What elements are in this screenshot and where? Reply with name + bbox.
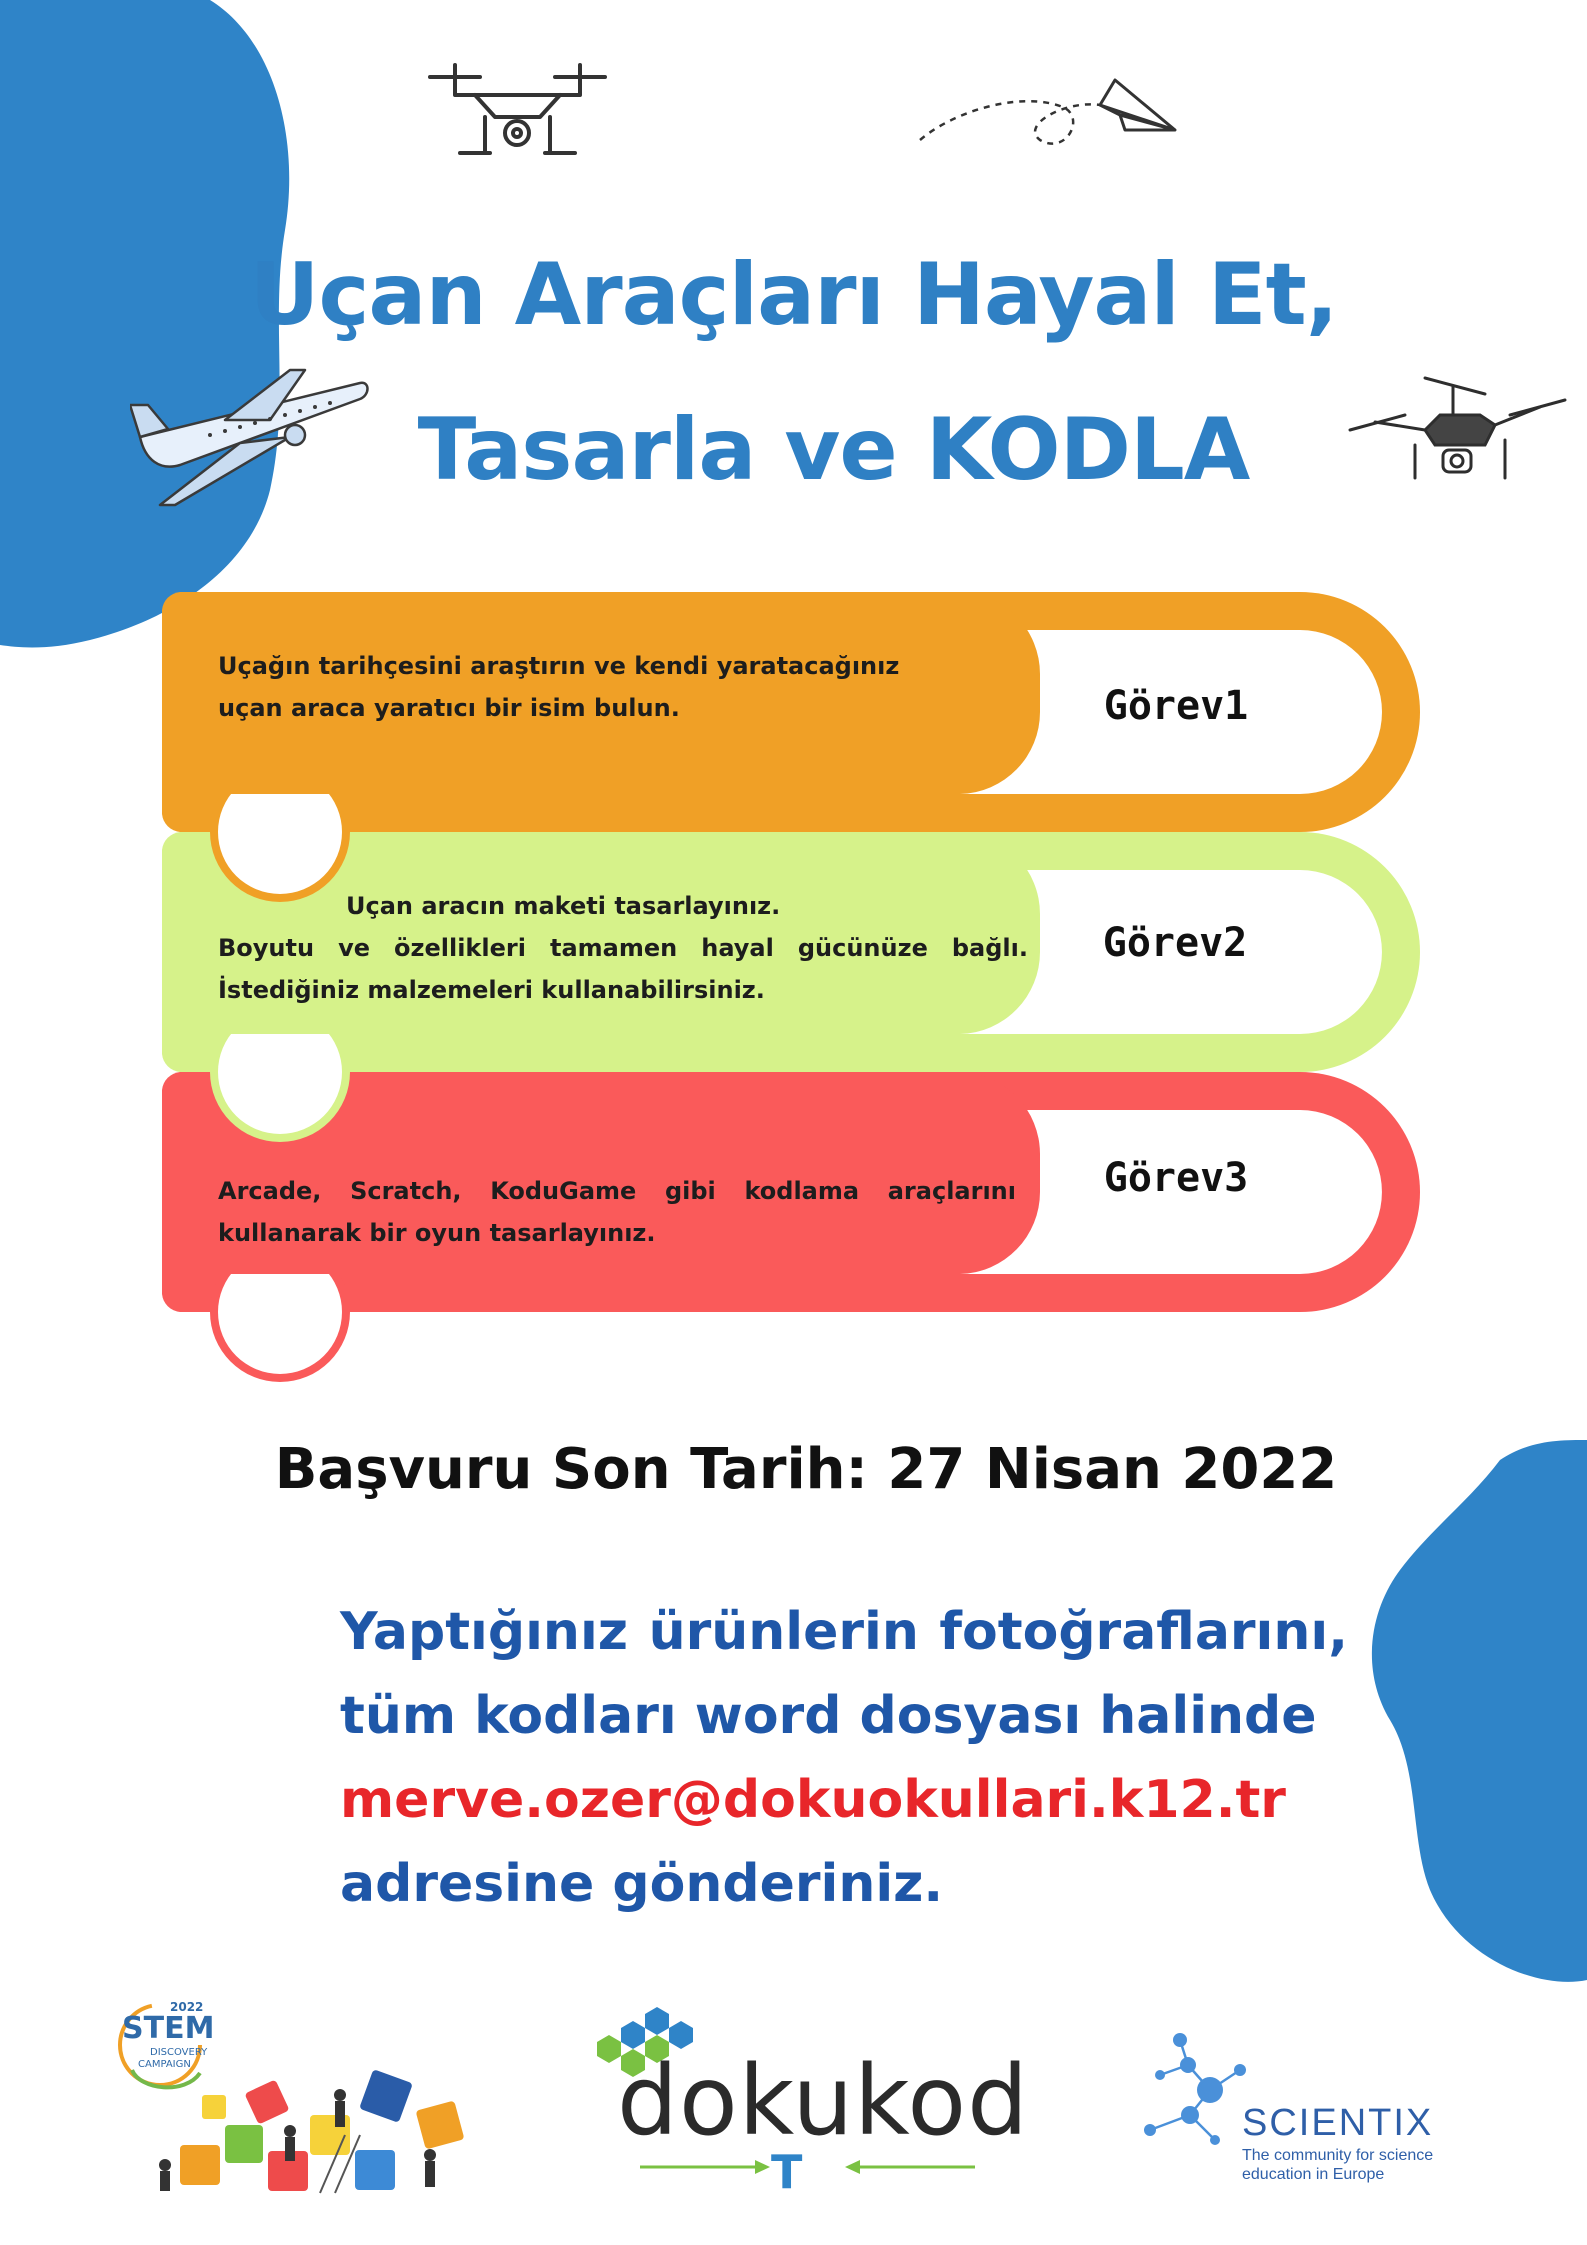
task1-label: Görev1 <box>1103 683 1249 729</box>
task3-description <box>218 1170 1016 1254</box>
scientix-tagline-2: education in Europe <box>1242 2166 1385 2183</box>
bottom-right-blob <box>1340 1440 1587 2000</box>
stem-sub-2: CAMPAIGN <box>138 2059 191 2070</box>
task2-line-1: Uçan aracın maketi tasarlayınız. <box>346 892 781 920</box>
email-link[interactable]: merve.ozer@dokuokullari.k12.tr <box>340 1770 1286 1830</box>
submission-word-1: Yaptığınız <box>340 1602 629 1662</box>
deadline-text: Başvuru Son Tarih: 27 Nisan 2022 <box>274 1437 1338 1502</box>
submission-line-4: adresine gönderiniz. <box>340 1854 944 1914</box>
dokukod-wordmark: dokukod <box>617 2045 1029 2157</box>
task1-line-2: uçan araca yaratıcı bir isim bulun. <box>218 694 680 722</box>
task3-line-2: kullanarak bir oyun tasarlayınız. <box>218 1219 656 1247</box>
submission-word-2: ürünlerin <box>648 1602 919 1662</box>
submission-word-3: fotoğraflarını, <box>939 1602 1348 1662</box>
dokukod-arrows-icon <box>635 2155 980 2195</box>
scientix-tagline-1: The community for science <box>1242 2147 1434 2164</box>
task1-line-1: Uçağın tarihçesini araştırın ve kendi yaratacağınız <box>218 652 900 680</box>
stem-sub-1: DISCOVERY <box>150 2047 208 2058</box>
task2-line-2: Boyutu ve özellikleri tamamen hayal gücünüze bağlı. <box>218 934 1028 962</box>
submission-line-2: tüm kodları word dosyası halinde <box>340 1686 1317 1746</box>
drone-icon <box>420 55 615 165</box>
title-line-2: Tasarla ve KODLA <box>417 400 1250 500</box>
stem-word: STEM <box>122 2011 215 2046</box>
task3-label: Görev3 <box>1103 1155 1249 1201</box>
paper-plane-icon <box>915 70 1180 160</box>
task2-label: Görev2 <box>1102 920 1248 966</box>
dokukod-letter-t: T <box>771 2145 803 2199</box>
stem-campaign-logo <box>110 1995 485 2195</box>
dokukod-logo <box>595 2005 1029 2199</box>
submission-line-1 <box>340 1590 1348 1674</box>
puzzle-illustration <box>140 2055 485 2195</box>
task1-description <box>218 645 1038 729</box>
task2-description <box>218 885 1028 1011</box>
title-line-1: Uçan Araçları Hayal Et, <box>249 245 1338 345</box>
scientix-wordmark: SCIENTIX <box>1242 2102 1434 2144</box>
task3-line-1: Arcade, Scratch, KoduGame gibi kodlama araçlarını <box>218 1177 1016 1205</box>
scientix-logo <box>1130 2020 1450 2190</box>
molecule-icon <box>1130 2020 1250 2150</box>
stem-year: 2022 <box>170 2000 204 2014</box>
task2-line-3: İstediğiniz malzemeleri kullanabilirsiniz. <box>218 976 765 1004</box>
submission-block <box>340 1590 1348 1926</box>
